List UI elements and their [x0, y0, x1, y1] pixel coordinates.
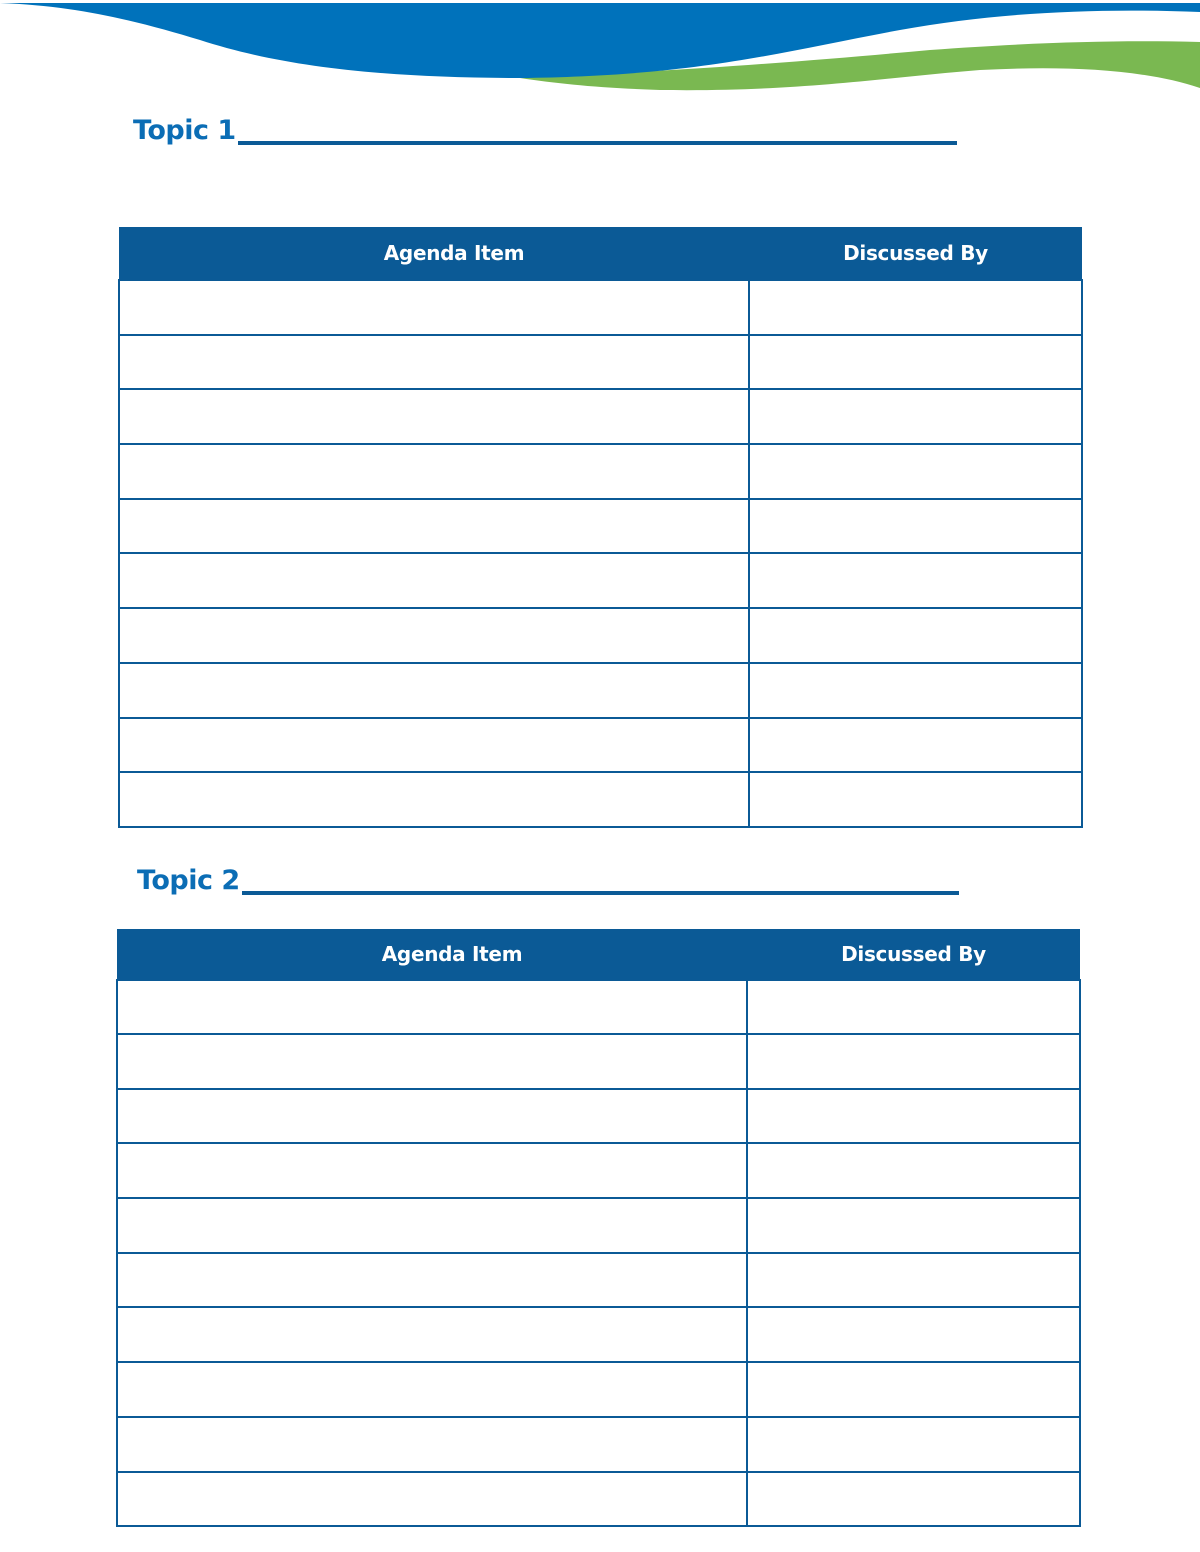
- discussed-by-cell[interactable]: [747, 1198, 1080, 1253]
- table-row: [119, 335, 1082, 390]
- table-row: [119, 718, 1082, 773]
- column-header-discussed-by: Discussed By: [749, 227, 1082, 280]
- agenda-item-input[interactable]: [118, 998, 746, 1017]
- table-row: [117, 980, 1080, 1034]
- table-row: [117, 1143, 1080, 1198]
- agenda-item-input[interactable]: [118, 1380, 746, 1399]
- discussed-by-cell[interactable]: [747, 1472, 1080, 1527]
- discussed-by-cell[interactable]: [749, 772, 1082, 827]
- discussed-by-cell[interactable]: [747, 1089, 1080, 1144]
- discussed-by-cell[interactable]: [749, 280, 1082, 335]
- agenda-item-input[interactable]: [118, 1161, 746, 1180]
- discussed-by-cell[interactable]: [747, 1362, 1080, 1417]
- discussed-by-input[interactable]: [748, 1380, 1079, 1399]
- agenda-item-cell[interactable]: [119, 389, 749, 444]
- table-row: [119, 772, 1082, 827]
- agenda-item-cell[interactable]: [117, 1034, 747, 1089]
- table-row: [117, 1198, 1080, 1253]
- discussed-by-cell[interactable]: [749, 718, 1082, 773]
- discussed-by-input[interactable]: [750, 735, 1081, 754]
- discussed-by-cell[interactable]: [747, 1253, 1080, 1308]
- topic-2-heading: [137, 866, 959, 896]
- discussed-by-cell[interactable]: [749, 663, 1082, 718]
- discussed-by-input[interactable]: [748, 1107, 1079, 1126]
- discussed-by-input[interactable]: [750, 462, 1081, 481]
- discussed-by-cell[interactable]: [749, 553, 1082, 608]
- table-row: [117, 1307, 1080, 1362]
- agenda-item-input[interactable]: [118, 1435, 746, 1454]
- agenda-item-cell[interactable]: [117, 1253, 747, 1308]
- table-header-row: [117, 929, 1080, 980]
- discussed-by-cell[interactable]: [749, 389, 1082, 444]
- table-row: [119, 608, 1082, 663]
- discussed-by-input[interactable]: [750, 517, 1081, 536]
- agenda-item-input[interactable]: [118, 1489, 746, 1508]
- table-row: [119, 280, 1082, 335]
- agenda-item-input[interactable]: [120, 571, 748, 590]
- agenda-item-cell[interactable]: [117, 1472, 747, 1527]
- agenda-item-input[interactable]: [118, 1052, 746, 1071]
- table-row: [119, 444, 1082, 499]
- table-row: [117, 1417, 1080, 1472]
- agenda-item-cell[interactable]: [119, 499, 749, 554]
- agenda-item-cell[interactable]: [119, 280, 749, 335]
- table-row: [117, 1472, 1080, 1527]
- discussed-by-cell[interactable]: [749, 608, 1082, 663]
- agenda-item-cell[interactable]: [117, 1089, 747, 1144]
- table-row: [119, 389, 1082, 444]
- discussed-by-input[interactable]: [748, 998, 1079, 1017]
- agenda-item-cell[interactable]: [117, 980, 747, 1034]
- agenda-item-cell[interactable]: [117, 1143, 747, 1198]
- agenda-item-input[interactable]: [120, 790, 748, 809]
- agenda-item-input[interactable]: [120, 353, 748, 372]
- topic-1-heading: [133, 116, 957, 146]
- agenda-item-input[interactable]: [118, 1271, 746, 1290]
- topic-2-agenda-table: [116, 929, 1081, 1527]
- discussed-by-cell[interactable]: [749, 499, 1082, 554]
- table-row: [117, 1362, 1080, 1417]
- column-header-agenda-item: Agenda Item: [119, 227, 749, 280]
- agenda-item-cell[interactable]: [119, 553, 749, 608]
- discussed-by-input[interactable]: [748, 1271, 1079, 1290]
- discussed-by-input[interactable]: [750, 790, 1081, 809]
- topic-1-agenda-table: [118, 227, 1083, 828]
- header-wave-decoration: [0, 0, 1200, 100]
- agenda-item-input[interactable]: [120, 462, 748, 481]
- discussed-by-input[interactable]: [748, 1435, 1079, 1454]
- discussed-by-input[interactable]: [748, 1052, 1079, 1071]
- agenda-item-input[interactable]: [118, 1216, 746, 1235]
- discussed-by-input[interactable]: [750, 407, 1081, 426]
- agenda-item-cell[interactable]: [119, 335, 749, 390]
- column-header-agenda-item: Agenda Item: [117, 929, 747, 980]
- discussed-by-input[interactable]: [748, 1216, 1079, 1235]
- agenda-item-cell[interactable]: [119, 608, 749, 663]
- discussed-by-input[interactable]: [748, 1325, 1079, 1344]
- discussed-by-input[interactable]: [748, 1161, 1079, 1180]
- column-header-discussed-by: Discussed By: [747, 929, 1080, 980]
- discussed-by-input[interactable]: [748, 1489, 1079, 1508]
- discussed-by-cell[interactable]: [747, 1307, 1080, 1362]
- agenda-item-input[interactable]: [120, 517, 748, 536]
- table-row: [117, 1089, 1080, 1144]
- discussed-by-input[interactable]: [750, 626, 1081, 645]
- topic-2-underline-field[interactable]: [242, 891, 959, 895]
- agenda-item-cell[interactable]: [117, 1362, 747, 1417]
- agenda-item-cell[interactable]: [119, 663, 749, 718]
- discussed-by-input[interactable]: [750, 353, 1081, 372]
- agenda-item-input[interactable]: [120, 626, 748, 645]
- table-row: [119, 499, 1082, 554]
- agenda-item-input[interactable]: [120, 298, 748, 317]
- discussed-by-input[interactable]: [750, 571, 1081, 590]
- agenda-item-input[interactable]: [120, 681, 748, 700]
- agenda-item-cell[interactable]: [119, 444, 749, 499]
- discussed-by-cell[interactable]: [747, 1417, 1080, 1472]
- agenda-item-input[interactable]: [118, 1325, 746, 1344]
- topic-1-label: Topic 1: [133, 115, 236, 146]
- table-row: [119, 553, 1082, 608]
- agenda-item-input[interactable]: [120, 735, 748, 754]
- discussed-by-input[interactable]: [750, 298, 1081, 317]
- agenda-item-input[interactable]: [118, 1107, 746, 1126]
- table-row: [117, 1253, 1080, 1308]
- agenda-item-cell[interactable]: [119, 772, 749, 827]
- agenda-item-cell[interactable]: [117, 1417, 747, 1472]
- topic-1-underline-field[interactable]: [238, 141, 957, 145]
- discussed-by-cell[interactable]: [747, 1143, 1080, 1198]
- agenda-item-cell[interactable]: [117, 1198, 747, 1253]
- discussed-by-input[interactable]: [750, 681, 1081, 700]
- agenda-item-input[interactable]: [120, 407, 748, 426]
- discussed-by-cell[interactable]: [749, 444, 1082, 499]
- discussed-by-cell[interactable]: [749, 335, 1082, 390]
- agenda-item-cell[interactable]: [119, 718, 749, 773]
- discussed-by-cell[interactable]: [747, 1034, 1080, 1089]
- discussed-by-cell[interactable]: [747, 980, 1080, 1034]
- table-row: [119, 663, 1082, 718]
- topic-2-label: Topic 2: [137, 865, 240, 896]
- table-row: [117, 1034, 1080, 1089]
- agenda-item-cell[interactable]: [117, 1307, 747, 1362]
- table-header-row: [119, 227, 1082, 280]
